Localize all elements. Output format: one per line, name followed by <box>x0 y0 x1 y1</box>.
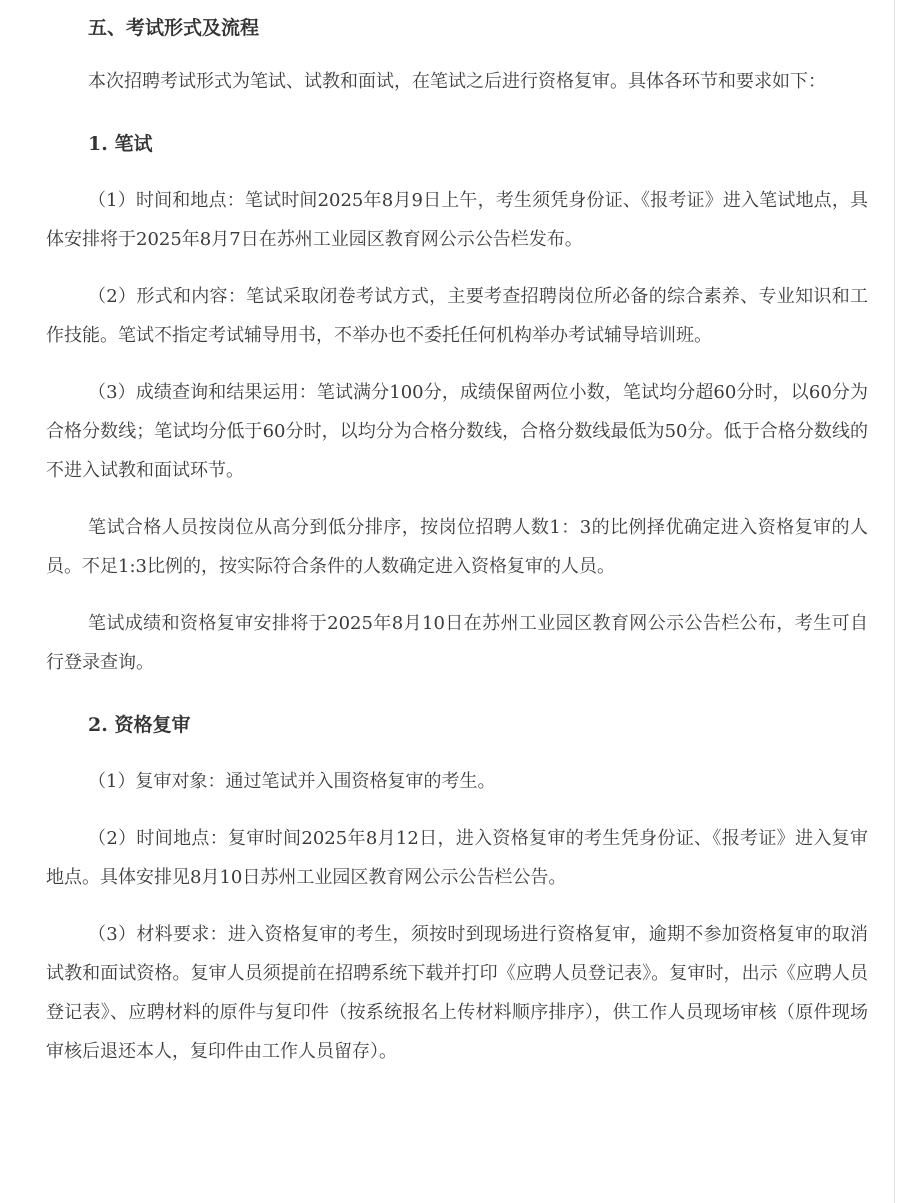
written-time-place: （1）时间和地点：笔试时间2025年8月9日上午，考生须凭身份证、《报考证》进入笔试地点，具体安排将于2025年8月7日在苏州工业园区教育网公示公告栏发布。 <box>46 190 868 250</box>
review-time-place: （2）时间地点：复审时间2025年8月12日，进入资格复审的考生凭身份证、《报考证》进入复审地点。具体安排见8月10日苏州工业园区教育网公示公告栏公告。 <box>46 828 868 888</box>
written-score-usage: （3）成绩查询和结果运用：笔试满分100分，成绩保留两位小数，笔试均分超60分时，以60分为合格分数线；笔试均分低于60分时，以均分为合格分数线，合格分数线最低为50分。低于合格分数线的不进入试教和面试环节。 <box>46 382 868 481</box>
article-body <box>46 9 868 1071</box>
written-results-release: 笔试成绩和资格复审安排将于2025年8月10日在苏州工业园区教育网公示公告栏公布，考生可自行登录查询。 <box>46 613 868 673</box>
written-exam-heading: 1. 笔试 <box>88 133 153 155</box>
review-materials: （3）材料要求：进入资格复审的考生，须按时到现场进行资格复审，逾期不参加资格复审的取消试教和面试资格。复审人员须提前在招聘系统下载并打印《应聘人员登记表》。复审时，出示《应聘人员登记表》、应聘材料的原件与复印件（按系统报名上传材料顺序排序），供工作人员现场审核（原件现场审核后退还本人，复印件由工作人员留存）。 <box>46 924 868 1062</box>
qualification-review-heading: 2. 资格复审 <box>88 714 191 736</box>
page-right-border <box>894 0 895 1203</box>
review-target: （1）复审对象：通过笔试并入围资格复审的考生。 <box>88 771 496 792</box>
intro-paragraph: 本次招聘考试形式为笔试、试教和面试，在笔试之后进行资格复审。具体各环节和要求如下： <box>88 71 826 92</box>
written-form-content: （2）形式和内容：笔试采取闭卷考试方式，主要考查招聘岗位所必备的综合素养、专业知识和工作技能。笔试不指定考试辅导用书，不举办也不委托任何机构举办考试辅导培训班。 <box>46 286 868 346</box>
written-ranking: 笔试合格人员按岗位从高分到低分排序，按岗位招聘人数1：3的比例择优确定进入资格复审的人员。不足1:3比例的，按实际符合条件的人数确定进入资格复审的人员。 <box>46 517 868 577</box>
section-title: 五、考试形式及流程 <box>88 17 260 39</box>
